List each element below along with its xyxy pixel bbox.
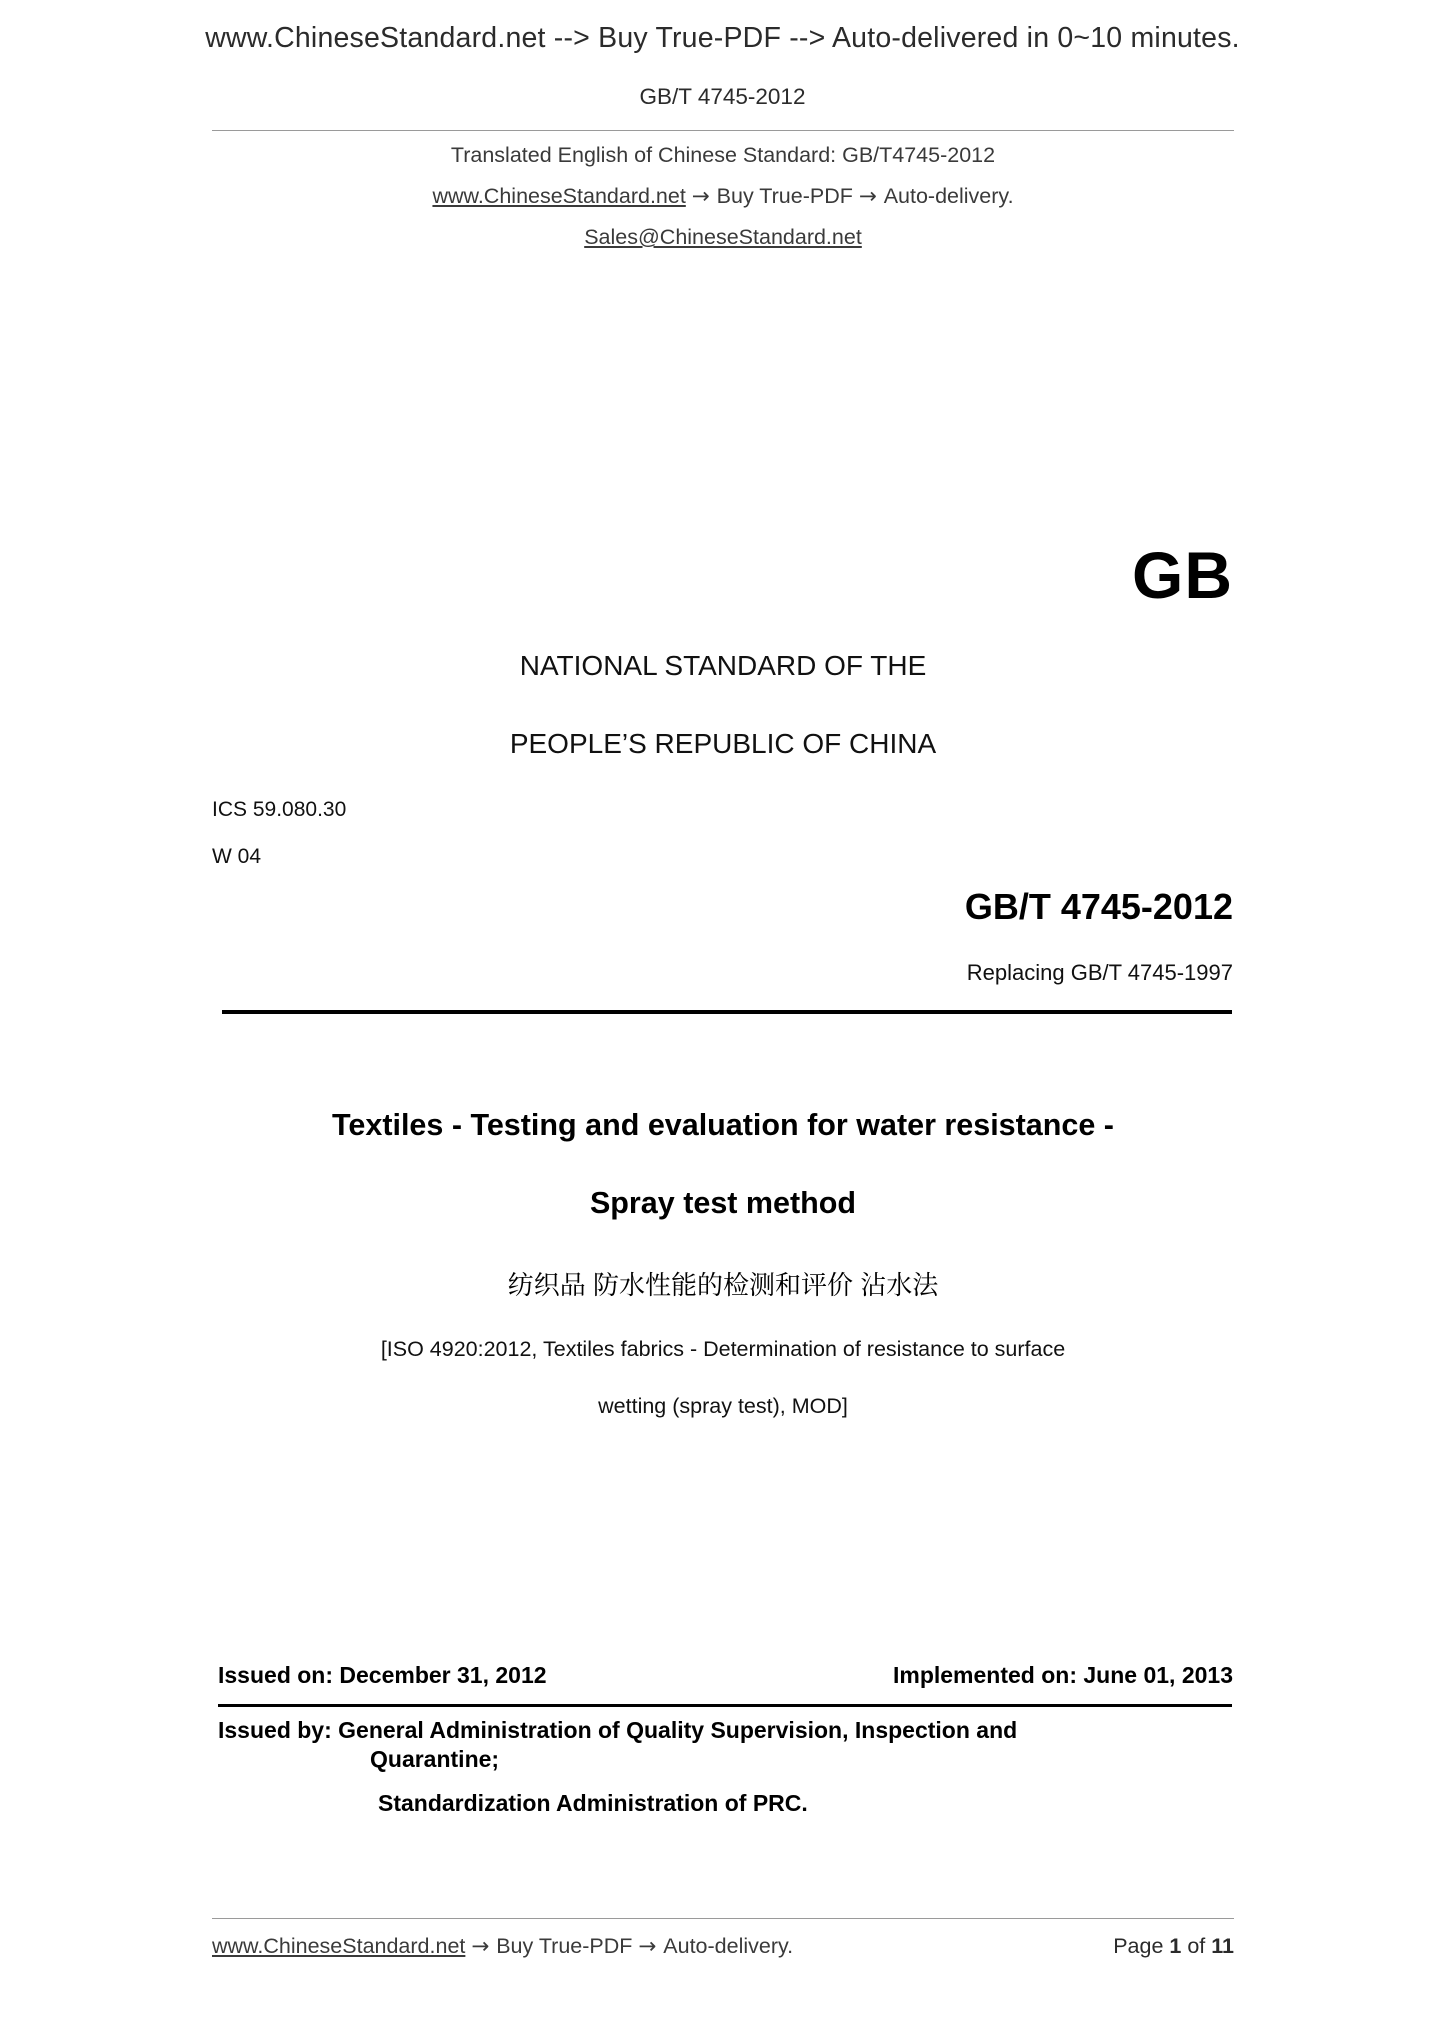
footer-arrow-icon-2: →: [638, 1934, 664, 1959]
issued-by-line-2: Quarantine;: [370, 1746, 500, 1773]
document-code: GB/T 4745-2012: [639, 84, 806, 109]
promo-line-email: [212, 225, 1234, 250]
national-standard-line-1: NATIONAL STANDARD OF THE: [519, 650, 927, 681]
site-link[interactable]: www.ChineseStandard.net: [432, 184, 686, 208]
iso-reference-line-2: wetting (spray test), MOD]: [598, 1394, 848, 1418]
promo-line-site: [212, 184, 1234, 209]
ccs-code: W 04: [212, 845, 262, 868]
buy-label: Buy True-PDF: [716, 184, 853, 208]
issued-by-line-1: Issued by: General Administration of Quality Supervision, Inspection and: [218, 1717, 1018, 1743]
page-label: Page: [1113, 1934, 1164, 1958]
footer-arrow-icon: →: [471, 1934, 497, 1959]
issued-by-block: [218, 1716, 1232, 1818]
page-number: 1: [1169, 1934, 1182, 1958]
footer-buy-label: Buy True-PDF: [496, 1934, 633, 1958]
issued-on-date: Issued on: December 31, 2012: [218, 1662, 547, 1688]
delivery-label: Auto-delivery.: [883, 184, 1014, 208]
arrow-icon-2: →: [858, 184, 884, 209]
issued-by-line-3: Standardization Administration of PRC.: [378, 1789, 808, 1816]
ics-code: ICS 59.080.30: [212, 798, 347, 821]
implemented-on-date: Implemented on: June 01, 2013: [892, 1662, 1233, 1688]
title-english-line-1: Textiles - Testing and evaluation for water resistance -: [332, 1108, 1114, 1142]
issue-divider: [218, 1704, 1232, 1707]
promo-banner: www.ChineseStandard.net --> Buy True-PDF --> Auto-delivered in 0~10 minutes.: [205, 22, 1240, 54]
footer-delivery-label: Auto-delivery.: [663, 1934, 794, 1958]
arrow-icon: →: [691, 184, 717, 209]
page-total: 11: [1211, 1934, 1234, 1958]
page-indicator: [1113, 1934, 1234, 1959]
national-standard-line-2: PEOPLE’S REPUBLIC OF CHINA: [509, 728, 937, 759]
replacing-standard: Replacing GB/T 4745-1997: [966, 960, 1233, 985]
footer-divider: [212, 1918, 1234, 1919]
header-divider: [212, 130, 1234, 131]
title-chinese: 纺织品 防水性能的检测和评价 沾水法: [507, 1270, 939, 1300]
sales-email-link[interactable]: Sales@ChineseStandard.net: [584, 225, 862, 249]
gb-mark: GB: [1132, 538, 1233, 612]
of-label: of: [1187, 1934, 1206, 1958]
title-english-line-2: Spray test method: [589, 1186, 857, 1220]
footer-site-link[interactable]: www.ChineseStandard.net: [212, 1934, 466, 1958]
translation-note: Translated English of Chinese Standard: GB/T4745-2012: [450, 143, 996, 167]
standard-number: GB/T 4745-2012: [964, 886, 1233, 927]
iso-reference-line-1: [ISO 4920:2012, Textiles fabrics - Determination of resistance to surface: [380, 1337, 1066, 1361]
title-divider: [222, 1010, 1232, 1014]
footer-left: [212, 1934, 793, 1959]
